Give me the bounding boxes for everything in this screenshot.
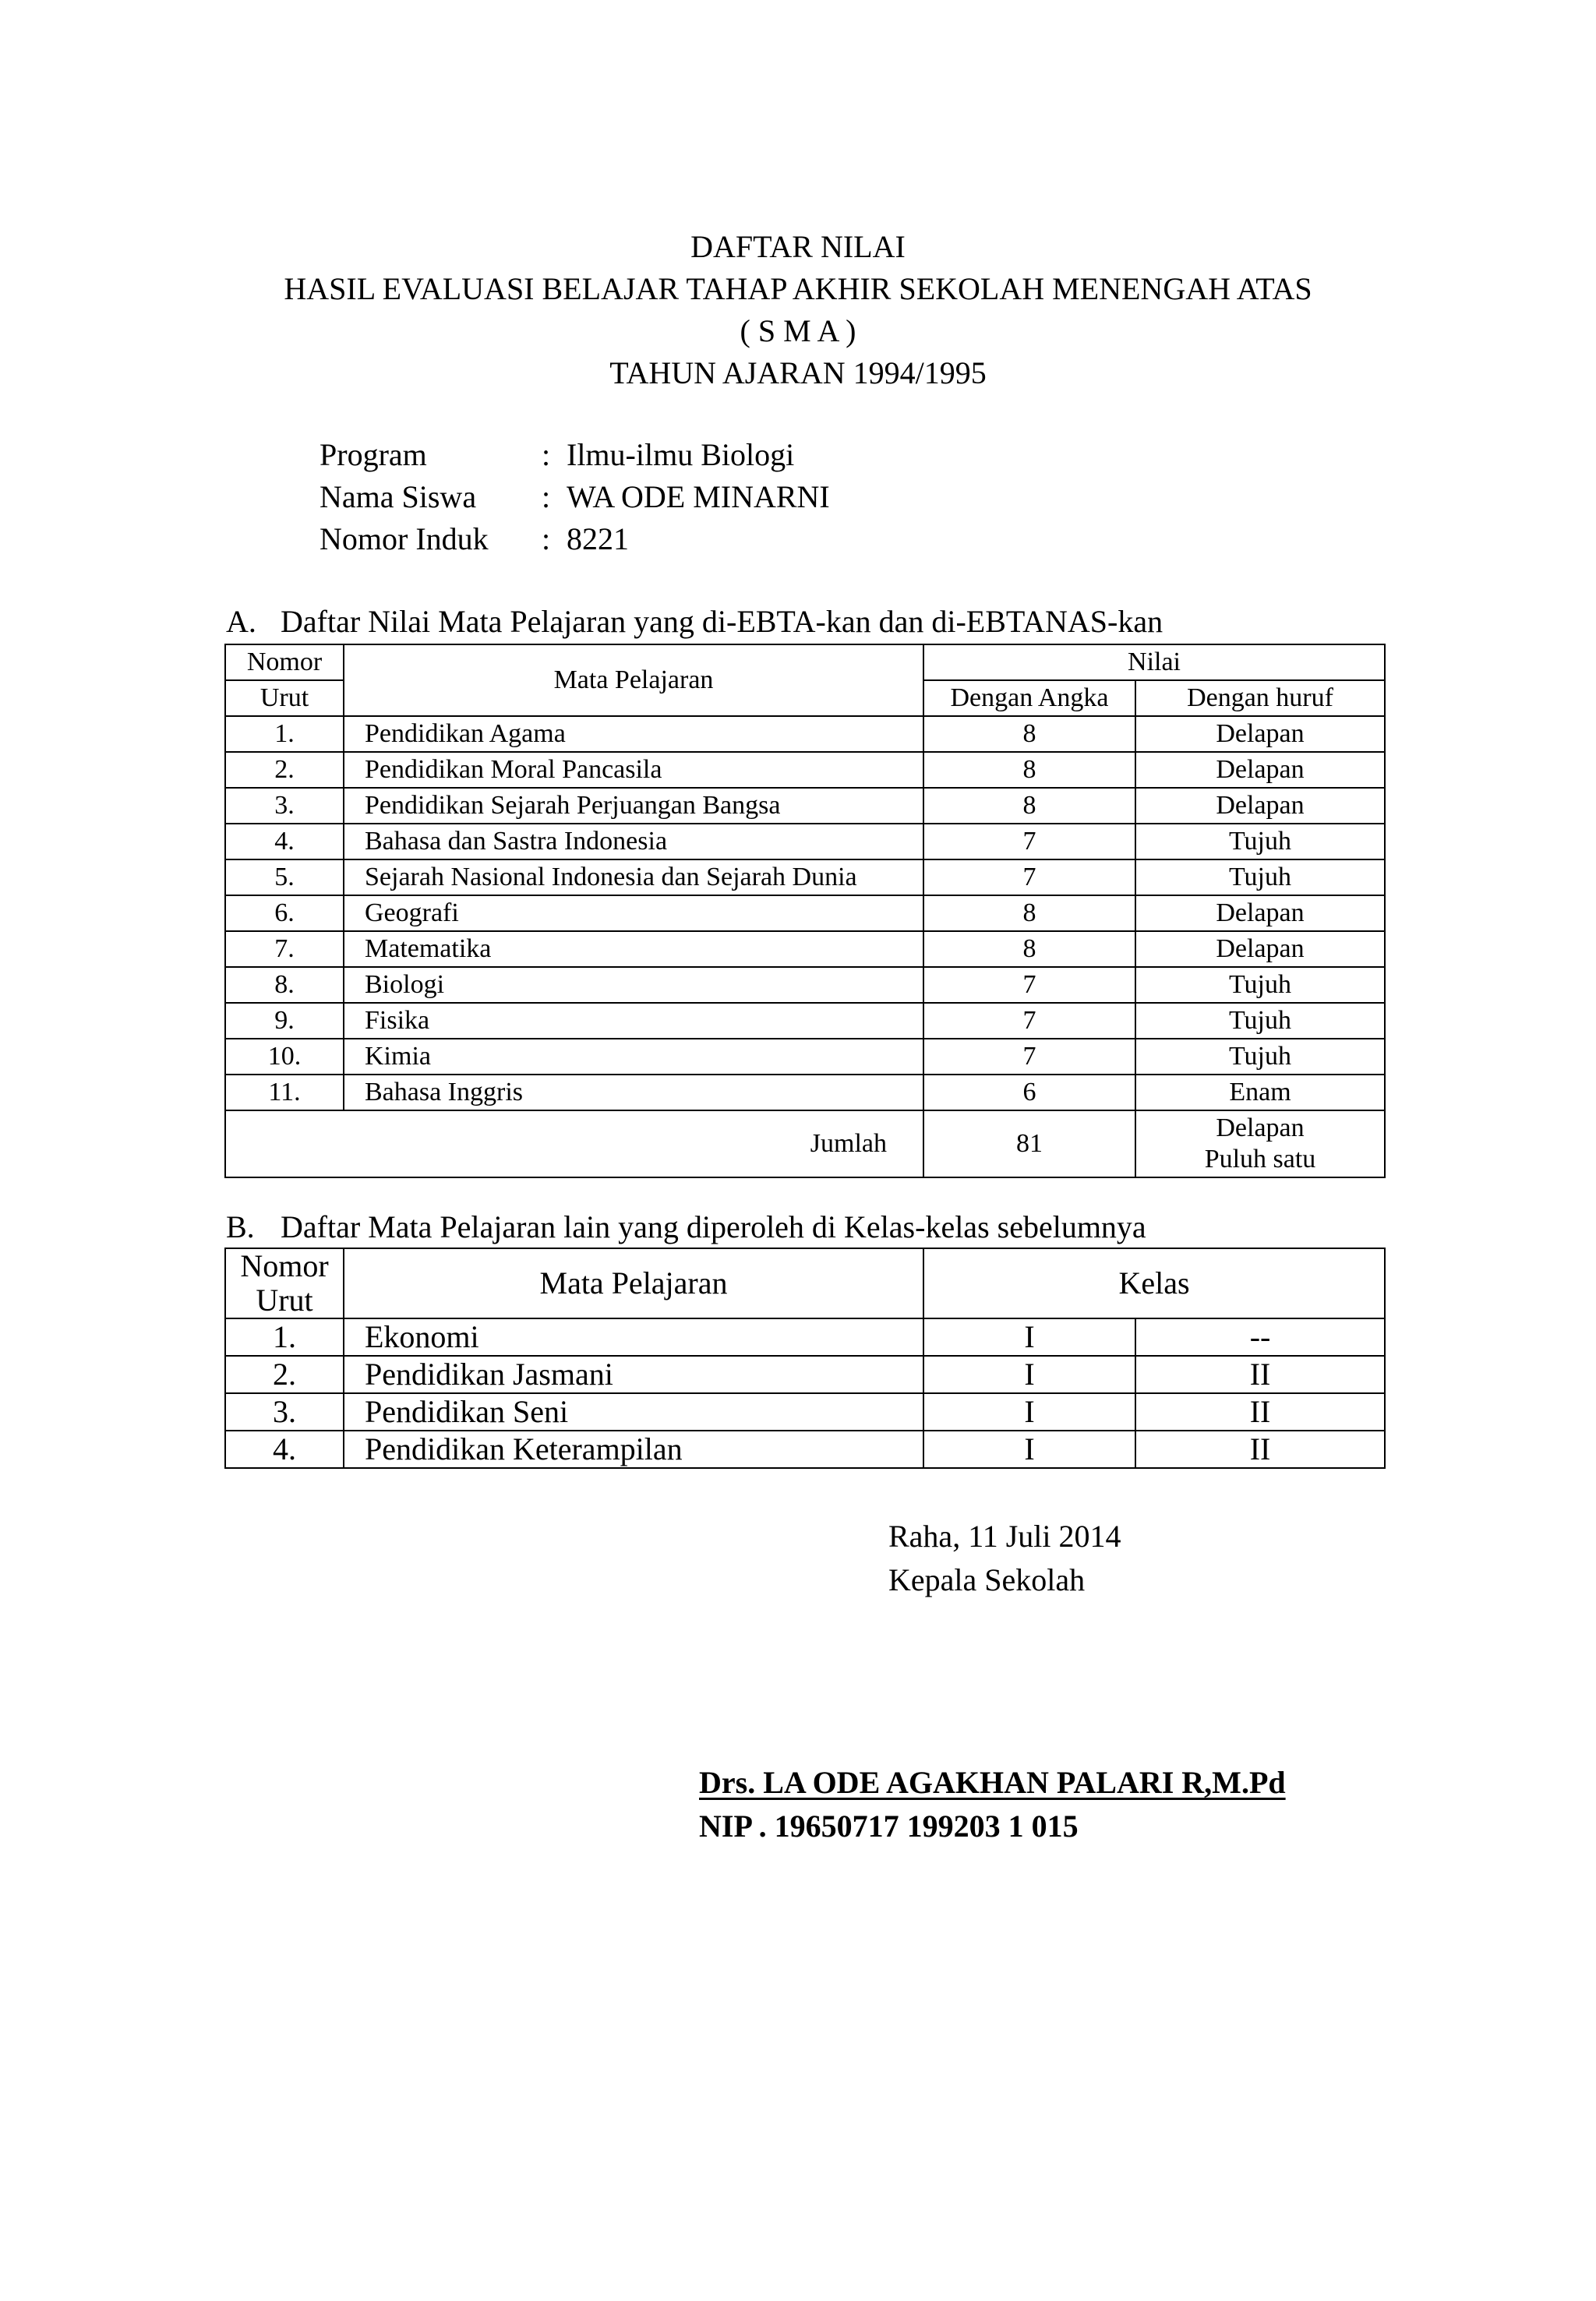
section-title-text: Daftar Nilai Mata Pelajaran yang di-EBTA-kan dan di-EBTANAS-kan xyxy=(281,604,1163,639)
header-angka: Dengan Angka xyxy=(923,680,1135,716)
section-a-title xyxy=(226,602,1163,641)
grade-number: 8 xyxy=(923,752,1135,788)
info-colon: : xyxy=(542,436,551,472)
place-date: Raha, 11 Juli 2014 xyxy=(888,1519,1121,1554)
info-colon: : xyxy=(542,521,551,556)
grade-number: 8 xyxy=(923,788,1135,824)
position-title: Kepala Sekolah xyxy=(888,1562,1086,1597)
heading-line-2: HASIL EVALUASI BELAJAR TAHAP AKHIR SEKOLAH MENENGAH ATAS xyxy=(284,271,1312,306)
header-nomor xyxy=(225,644,344,680)
table-row xyxy=(225,1075,1385,1110)
grade-words: Tujuh xyxy=(1135,824,1385,859)
class-level: II xyxy=(1135,1431,1385,1468)
table-row xyxy=(225,1003,1385,1039)
class-level: II xyxy=(1135,1393,1385,1431)
grades-table xyxy=(224,644,1386,1178)
grade-number: 8 xyxy=(923,931,1135,967)
row-number: 4. xyxy=(225,1431,344,1468)
class-level: I xyxy=(923,1356,1135,1393)
row-number: 2. xyxy=(225,1356,344,1393)
header-nilai: Nilai xyxy=(923,644,1385,680)
grade-number: 7 xyxy=(923,967,1135,1003)
info-colon: : xyxy=(542,478,551,514)
subject-name: Ekonomi xyxy=(344,1318,923,1356)
table-row xyxy=(225,1393,1385,1431)
info-value: Ilmu-ilmu Biologi xyxy=(567,436,795,472)
subject-name: Pendidikan Sejarah Perjuangan Bangsa xyxy=(344,788,923,824)
document-heading xyxy=(0,226,1596,394)
class-level: II xyxy=(1135,1356,1385,1393)
grade-words: Tujuh xyxy=(1135,859,1385,895)
grade-number: 7 xyxy=(923,1039,1135,1075)
table-header-row xyxy=(225,644,1385,680)
header-mata-pelajaran: Mata Pelajaran xyxy=(344,1248,923,1318)
header-huruf: Dengan huruf xyxy=(1135,680,1385,716)
table-row xyxy=(225,824,1385,859)
row-number: 3. xyxy=(225,1393,344,1431)
subject-name: Kimia xyxy=(344,1039,923,1075)
other-subjects-table xyxy=(224,1248,1386,1469)
header-nomor-text: Nomor xyxy=(246,648,323,676)
place-date-block xyxy=(888,1515,1121,1602)
class-level: -- xyxy=(1135,1318,1385,1356)
subject-name: Pendidikan Jasmani xyxy=(344,1356,923,1393)
total-number: 81 xyxy=(923,1110,1135,1177)
grade-words: Enam xyxy=(1135,1075,1385,1110)
subject-name: Pendidikan Seni xyxy=(344,1393,923,1431)
student-info xyxy=(320,433,830,559)
row-number: 6. xyxy=(225,895,344,931)
row-number: 5. xyxy=(225,859,344,895)
grade-words: Tujuh xyxy=(1135,1003,1385,1039)
subject-name: Bahasa dan Sastra Indonesia xyxy=(344,824,923,859)
class-level: I xyxy=(923,1431,1135,1468)
grade-words: Delapan xyxy=(1135,895,1385,931)
info-row-program xyxy=(320,433,830,475)
table-row xyxy=(225,895,1385,931)
table-header-row xyxy=(225,1248,1385,1283)
table-row xyxy=(225,1356,1385,1393)
row-number: 8. xyxy=(225,967,344,1003)
row-number: 2. xyxy=(225,752,344,788)
grade-number: 6 xyxy=(923,1075,1135,1110)
subject-name: Bahasa Inggris xyxy=(344,1075,923,1110)
subject-name: Fisika xyxy=(344,1003,923,1039)
table-row xyxy=(225,931,1385,967)
grade-number: 8 xyxy=(923,895,1135,931)
grade-words: Tujuh xyxy=(1135,1039,1385,1075)
subject-name: Pendidikan Keterampilan xyxy=(344,1431,923,1468)
grade-words: Delapan xyxy=(1135,752,1385,788)
total-words xyxy=(1135,1110,1385,1177)
info-label: Nama Siswa xyxy=(320,478,477,514)
header-nomor: Nomor xyxy=(225,1248,344,1283)
section-letter: B. xyxy=(226,1209,255,1244)
grade-number: 7 xyxy=(923,859,1135,895)
row-number: 3. xyxy=(225,788,344,824)
heading-line-1: DAFTAR NILAI xyxy=(690,229,906,264)
grade-number: 8 xyxy=(923,716,1135,752)
subject-name: Biologi xyxy=(344,967,923,1003)
row-number: 10. xyxy=(225,1039,344,1075)
info-value: 8221 xyxy=(567,521,629,556)
subject-name: Sejarah Nasional Indonesia dan Sejarah Dunia xyxy=(344,859,923,895)
heading-line-3: ( S M A ) xyxy=(740,313,856,348)
info-row-nomor xyxy=(320,517,830,559)
class-level: I xyxy=(923,1318,1135,1356)
signature-block xyxy=(699,1761,1286,1848)
row-number: 11. xyxy=(225,1075,344,1110)
total-label: Jumlah xyxy=(225,1110,923,1177)
subject-name: Geografi xyxy=(344,895,923,931)
section-b-title xyxy=(226,1208,1146,1247)
principal-nip: NIP . 19650717 199203 1 015 xyxy=(699,1809,1079,1844)
info-value: WA ODE MINARNI xyxy=(567,478,830,514)
table-row xyxy=(225,788,1385,824)
row-number: 1. xyxy=(225,1318,344,1356)
table-row xyxy=(225,859,1385,895)
row-number: 9. xyxy=(225,1003,344,1039)
table-row xyxy=(225,716,1385,752)
row-number: 7. xyxy=(225,931,344,967)
subject-name: Pendidikan Agama xyxy=(344,716,923,752)
table-row xyxy=(225,1318,1385,1356)
table-row xyxy=(225,1039,1385,1075)
table-row xyxy=(225,752,1385,788)
header-urut: Urut xyxy=(225,1283,344,1318)
info-label: Nomor Induk xyxy=(320,521,489,556)
table-row xyxy=(225,967,1385,1003)
header-kelas: Kelas xyxy=(923,1248,1385,1318)
class-level: I xyxy=(923,1393,1135,1431)
section-title-text: Daftar Mata Pelajaran lain yang diperoleh di Kelas-kelas sebelumnya xyxy=(281,1209,1146,1244)
subject-name: Matematika xyxy=(344,931,923,967)
header-urut: Urut xyxy=(225,680,344,716)
grade-words: Delapan xyxy=(1135,716,1385,752)
subject-name: Pendidikan Moral Pancasila xyxy=(344,752,923,788)
header-mata-pelajaran: Mata Pelajaran xyxy=(344,644,923,716)
row-number: 1. xyxy=(225,716,344,752)
section-letter: A. xyxy=(226,604,256,639)
heading-line-4: TAHUN AJARAN 1994/1995 xyxy=(609,355,987,390)
grade-words: Delapan xyxy=(1135,931,1385,967)
grade-words: Tujuh xyxy=(1135,967,1385,1003)
grade-words: Delapan xyxy=(1135,788,1385,824)
grade-number: 7 xyxy=(923,824,1135,859)
total-words-line: Puluh satu xyxy=(1204,1145,1316,1173)
total-words-line: Delapan xyxy=(1216,1113,1305,1142)
total-row xyxy=(225,1110,1385,1177)
info-label: Program xyxy=(320,436,427,472)
row-number: 4. xyxy=(225,824,344,859)
principal-name: Drs. LA ODE AGAKHAN PALARI R,M.Pd xyxy=(699,1765,1286,1800)
info-row-nama xyxy=(320,475,830,517)
grade-number: 7 xyxy=(923,1003,1135,1039)
table-row xyxy=(225,1431,1385,1468)
